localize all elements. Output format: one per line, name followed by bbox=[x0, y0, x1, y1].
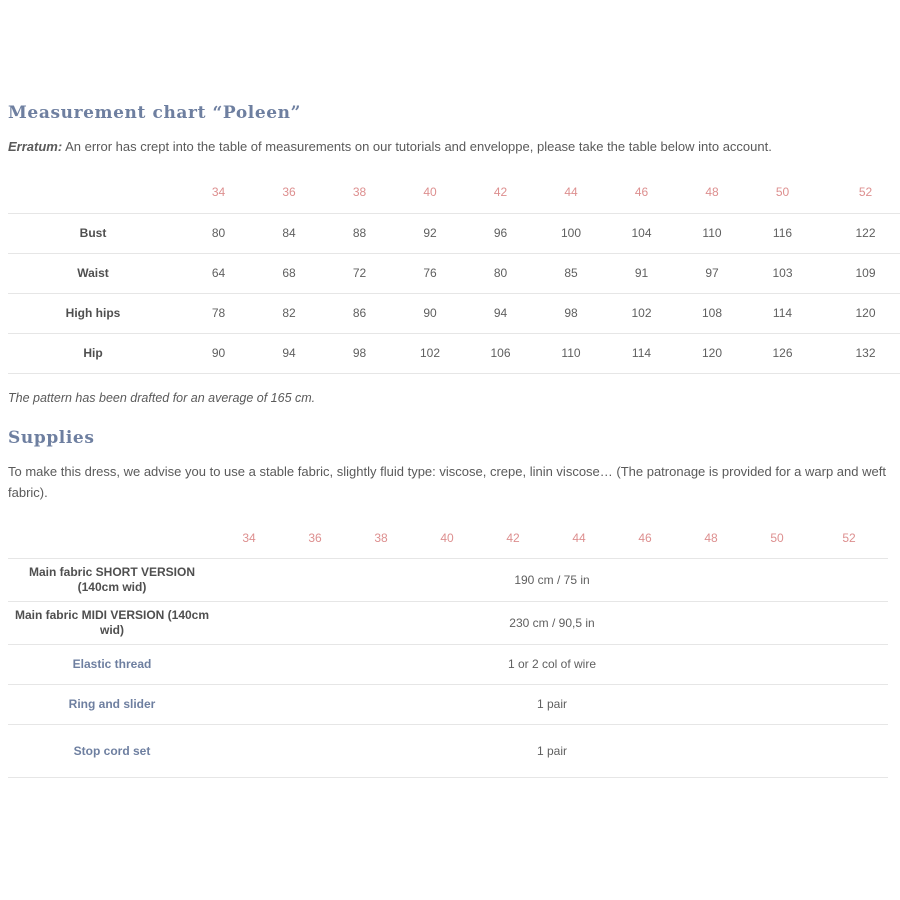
cell: 126 bbox=[742, 333, 823, 373]
supplies-table bbox=[8, 518, 888, 778]
table-row bbox=[8, 684, 888, 724]
cell: 68 bbox=[259, 253, 319, 293]
cell: 103 bbox=[742, 253, 823, 293]
cell: 1 pair bbox=[216, 724, 888, 777]
table-row bbox=[8, 558, 888, 601]
cell: 110 bbox=[682, 213, 742, 253]
cell: 82 bbox=[259, 293, 319, 333]
cell: 109 bbox=[823, 253, 900, 293]
cell: 106 bbox=[460, 333, 541, 373]
cell: 80 bbox=[460, 253, 541, 293]
row-label: Ring and slider bbox=[8, 684, 216, 724]
cell: 90 bbox=[178, 333, 259, 373]
corner-cell bbox=[8, 172, 178, 213]
cell: 122 bbox=[823, 213, 900, 253]
table-row bbox=[8, 293, 900, 333]
cell: 80 bbox=[178, 213, 259, 253]
size-header: 38 bbox=[352, 185, 367, 200]
cell: 108 bbox=[682, 293, 742, 333]
size-header-row bbox=[8, 172, 900, 213]
cell: 98 bbox=[319, 333, 400, 373]
cell: 84 bbox=[259, 213, 319, 253]
pattern-note: The pattern has been drafted for an average of 165 cm. bbox=[8, 391, 316, 405]
cell: 116 bbox=[742, 213, 823, 253]
cell: 114 bbox=[742, 293, 823, 333]
cell: 91 bbox=[601, 253, 682, 293]
row-label: Waist bbox=[8, 253, 178, 293]
cell: 72 bbox=[319, 253, 400, 293]
cell: 97 bbox=[682, 253, 742, 293]
table-row bbox=[8, 644, 888, 684]
size-header: 36 bbox=[308, 530, 322, 545]
size-header: 40 bbox=[440, 530, 454, 545]
cell: 1 or 2 col of wire bbox=[216, 644, 888, 684]
cell: 85 bbox=[541, 253, 601, 293]
cell: 76 bbox=[400, 253, 460, 293]
supplies-intro: To make this dress, we advise you to use a stable fabric, slightly fluid type: viscose, crepe, linin viscose… (The patronage is provided for a warp and weft fabric). bbox=[8, 464, 886, 500]
size-header: 42 bbox=[506, 530, 520, 545]
row-label: Hip bbox=[8, 333, 178, 373]
measurement-table bbox=[8, 172, 900, 374]
cell: 100 bbox=[541, 213, 601, 253]
row-label: Main fabric MIDI VERSION (140cm wid) bbox=[8, 601, 216, 644]
size-header: 34 bbox=[242, 530, 256, 545]
cell: 120 bbox=[682, 333, 742, 373]
cell: 190 cm / 75 in bbox=[216, 558, 888, 601]
cell: 86 bbox=[319, 293, 400, 333]
size-header: 46 bbox=[634, 185, 649, 200]
size-header: 50 bbox=[775, 185, 790, 200]
size-header: 46 bbox=[638, 530, 652, 545]
supplies-title: Supplies bbox=[8, 428, 95, 448]
size-header: 44 bbox=[564, 185, 578, 200]
cell: 1 pair bbox=[216, 684, 888, 724]
cell: 88 bbox=[319, 213, 400, 253]
cell: 120 bbox=[823, 293, 900, 333]
table-row bbox=[8, 333, 900, 373]
size-header: 34 bbox=[211, 185, 226, 200]
cell: 230 cm / 90,5 in bbox=[216, 601, 888, 644]
row-label: High hips bbox=[8, 293, 178, 333]
cell: 110 bbox=[541, 333, 601, 373]
size-header: 52 bbox=[858, 185, 873, 200]
cell: 94 bbox=[460, 293, 541, 333]
size-header: 44 bbox=[572, 530, 586, 545]
corner-cell bbox=[8, 518, 216, 558]
size-header: 38 bbox=[374, 530, 388, 545]
cell: 102 bbox=[601, 293, 682, 333]
cell: 96 bbox=[460, 213, 541, 253]
size-header: 36 bbox=[282, 185, 296, 200]
cell: 64 bbox=[178, 253, 259, 293]
table-row bbox=[8, 601, 888, 644]
erratum-paragraph bbox=[8, 136, 888, 157]
erratum-label: Erratum: bbox=[8, 139, 63, 154]
table-row bbox=[8, 724, 888, 777]
cell: 92 bbox=[400, 213, 460, 253]
cell: 78 bbox=[178, 293, 259, 333]
cell: 102 bbox=[400, 333, 460, 373]
size-header: 40 bbox=[423, 185, 437, 200]
size-header: 42 bbox=[493, 185, 508, 200]
row-label: Main fabric SHORT VERSION (140cm wid) bbox=[8, 558, 216, 601]
cell: 104 bbox=[601, 213, 682, 253]
cell: 90 bbox=[400, 293, 460, 333]
row-label: Elastic thread bbox=[8, 644, 216, 684]
size-header: 52 bbox=[842, 530, 856, 545]
size-header: 50 bbox=[770, 530, 784, 545]
cell: 132 bbox=[823, 333, 900, 373]
cell: 98 bbox=[541, 293, 601, 333]
table-row bbox=[8, 253, 900, 293]
row-label: Stop cord set bbox=[8, 724, 216, 777]
table-row bbox=[8, 213, 900, 253]
size-header: 48 bbox=[704, 530, 718, 545]
cell: 94 bbox=[259, 333, 319, 373]
erratum-text: An error has crept into the table of measurements on our tutorials and enveloppe, please take the table below into account. bbox=[62, 139, 772, 154]
size-header: 48 bbox=[705, 185, 719, 200]
measurement-title: Measurement chart “Poleen” bbox=[8, 103, 302, 123]
row-label: Bust bbox=[8, 213, 178, 253]
cell: 114 bbox=[601, 333, 682, 373]
size-header-row bbox=[8, 518, 888, 558]
